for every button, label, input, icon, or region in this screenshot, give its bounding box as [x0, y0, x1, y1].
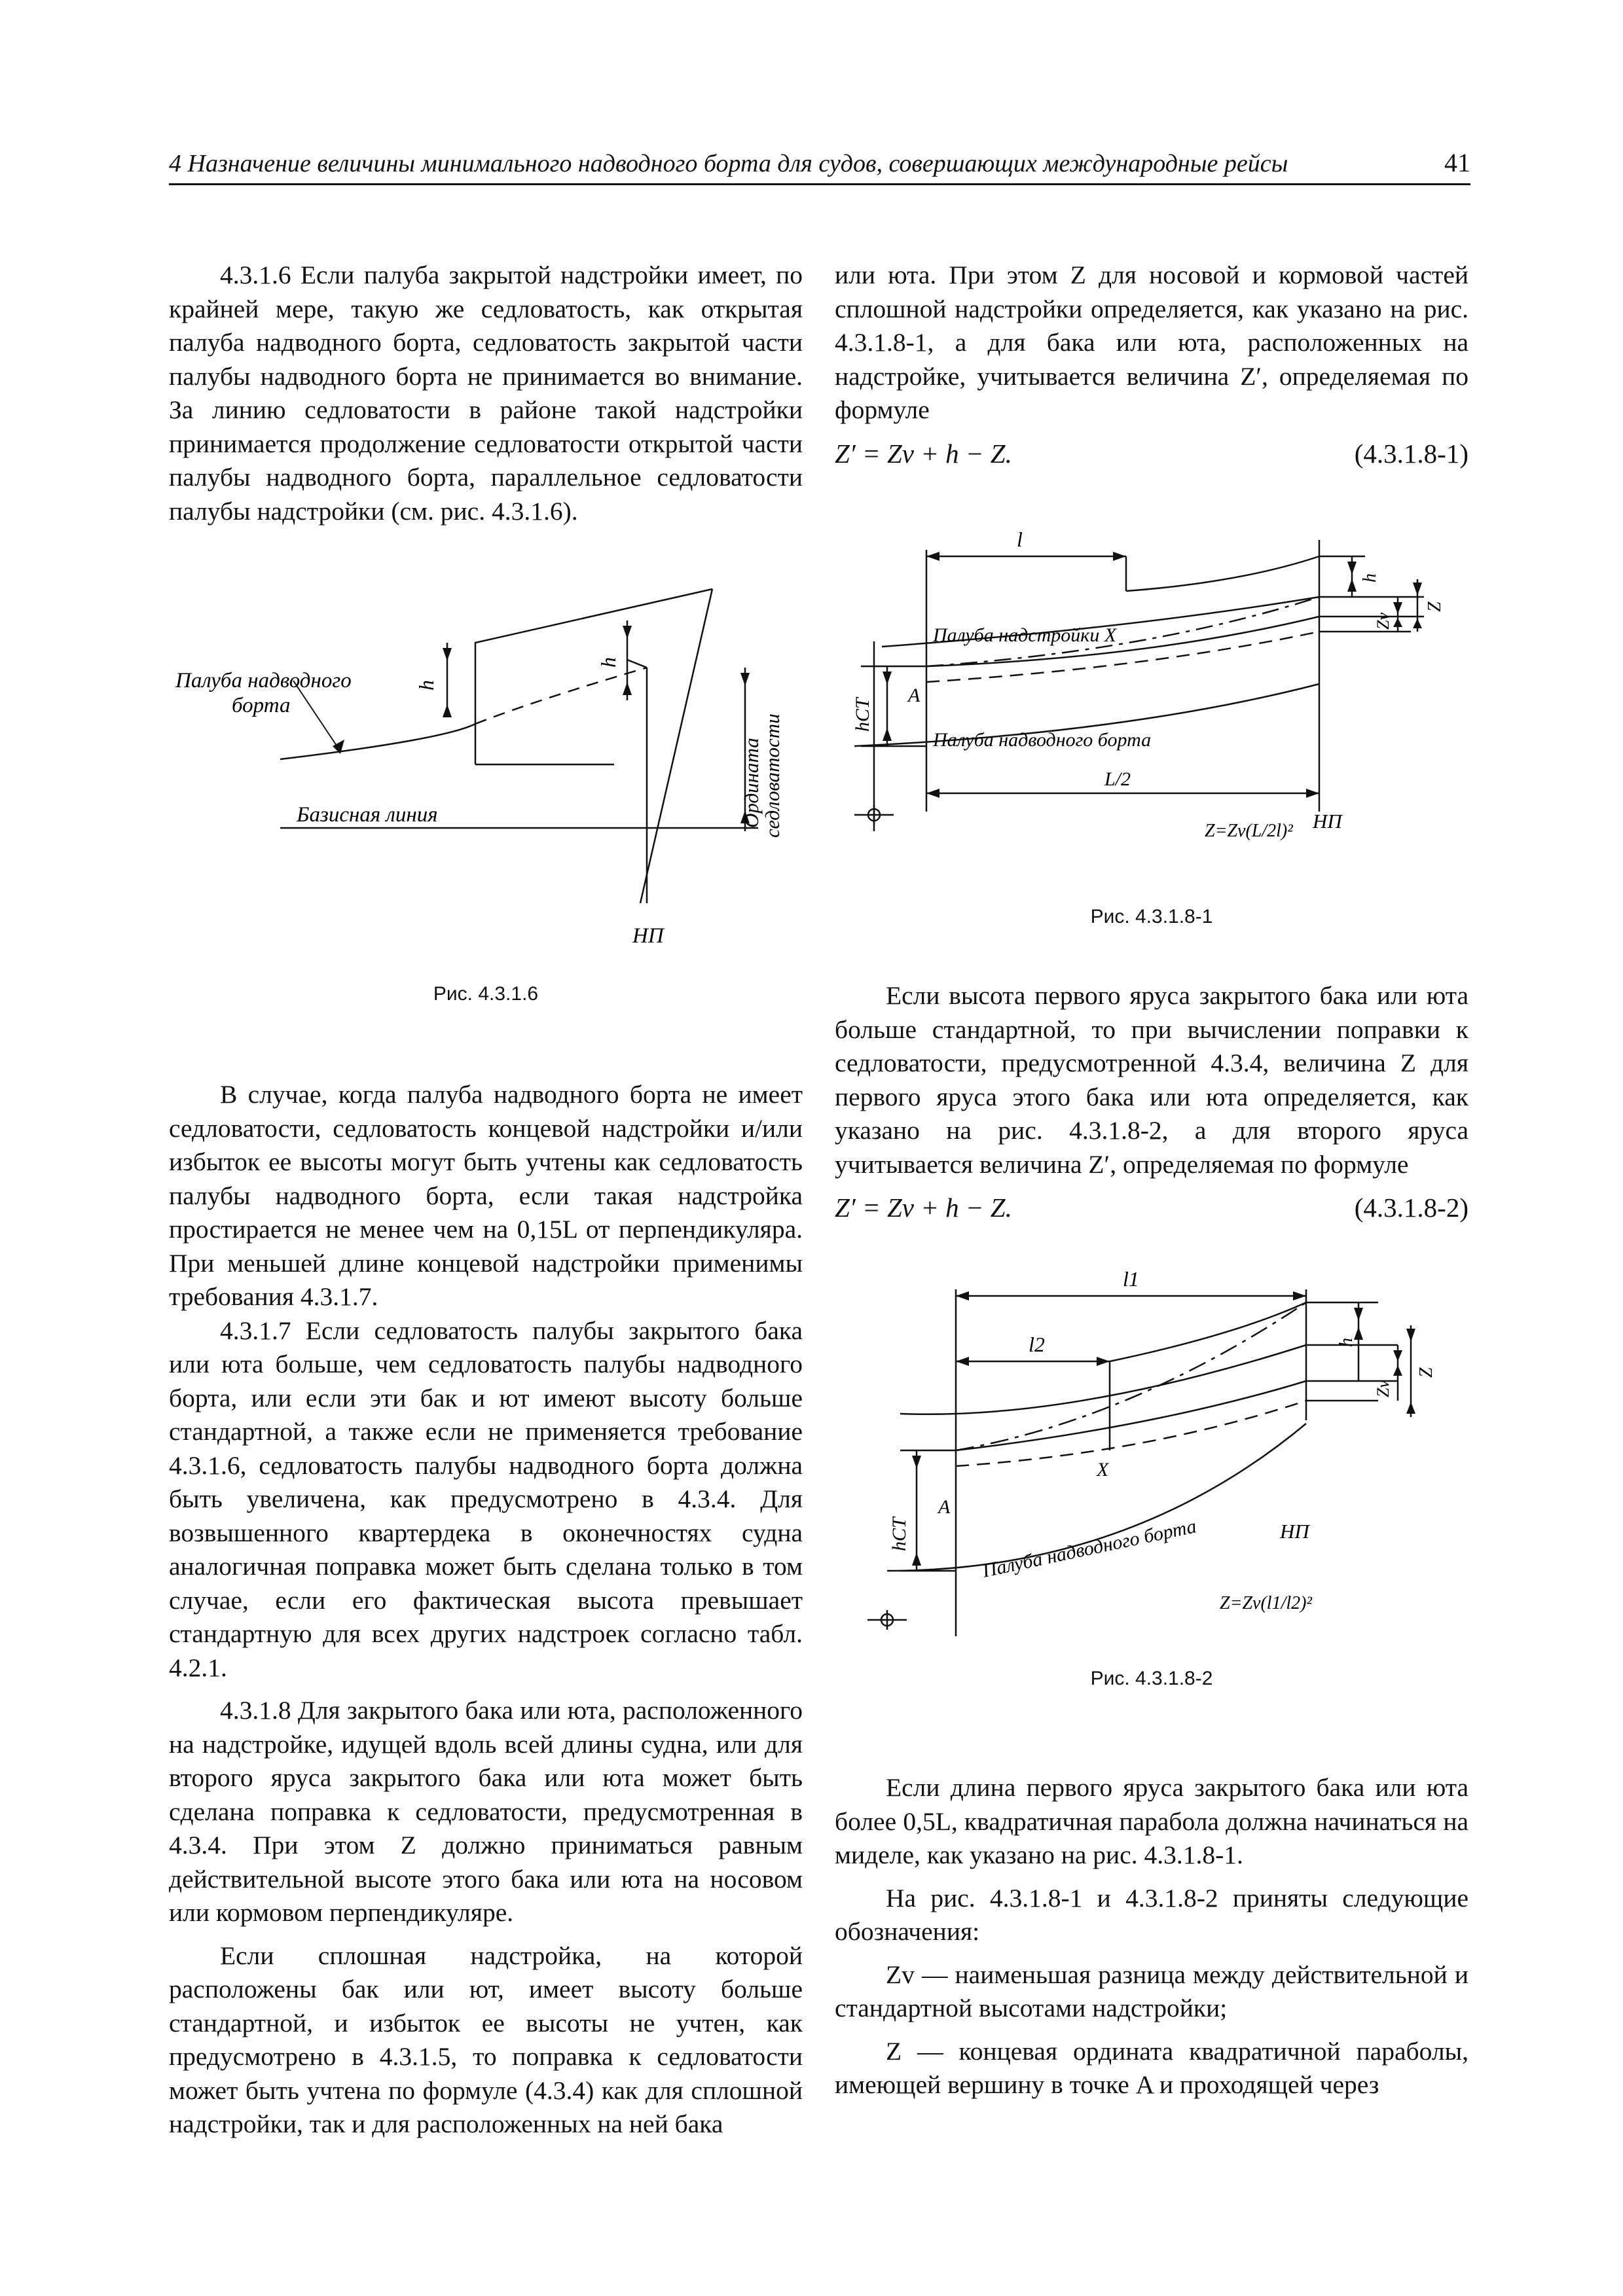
fig3-label-np: НП	[1280, 1520, 1309, 1543]
paragraph-continuous-superstructure: Если сплошная надстройка, на которой расположены бак или ют, имеет высоту больше стандартной, и избыток ее высоты не учтен, как предусмотрено в 4.3.1.5, то поправка к седловатости может быть учтена по формуле (4.3.4) как для сплошной надстройки, так и для расположенных на ней бака	[169, 1941, 803, 2138]
fig2-label-l: l	[1017, 528, 1023, 551]
header-title: 4 Назначение величины минимального надводного борта для судов, совершающих международные рейсы	[169, 150, 1288, 177]
fig3-label-z: Z	[1416, 1367, 1436, 1378]
paragraph-4-3-1-8: 4.3.1.8 Для закрытого бака или юта, расположенного на надстройке, идущей вдоль всей длины судна, или для второго яруса закрытого бака или юта может быть сделана поправка к седловатости, предусмотренная в 4.3.4. При этом Z должно приниматься равным действительной высоте этого бака или юта на носовом или кормовом перпендикуляре.	[169, 1696, 803, 1927]
formula-1-number: (4.3.1.8-1)	[1354, 438, 1468, 469]
fig3-formula: Z=Zv(l1/l2)²	[1220, 1593, 1312, 1613]
fig2-label-h: h	[1360, 573, 1380, 583]
fig3-label-l2: l2	[1029, 1333, 1045, 1356]
fig2-label-z: Z	[1425, 601, 1445, 612]
right-column-middle	[835, 979, 1468, 1225]
fig1-label-base: Базисная линия	[297, 803, 438, 827]
fig1-label-ordinate1: Ордината	[740, 738, 763, 828]
fig3-label-h: h	[1336, 1338, 1357, 1347]
caption-fig-4-3-1-8-1: Рис. 4.3.1.8-1	[1090, 906, 1213, 927]
fig3-label-a: A	[938, 1496, 951, 1518]
paragraph-notation-z: Z — концевая ордината квадратичной параболы, имеющей вершину в точке A и проходящей через	[835, 2036, 1468, 2099]
paragraph-parabola-start: Если длина первого яруса закрытого бака или юта более 0,5L, квадратичная парабола должна начинаться на миделе, как указано на рис. 4.3.1.8-1.	[835, 1773, 1468, 1869]
fig3-label-deck: Палуба надводного борта	[980, 1515, 1199, 1582]
caption-fig-4-3-1-8-2: Рис. 4.3.1.8-2	[1090, 1668, 1213, 1689]
fig2-label-zv: Zv	[1374, 613, 1393, 630]
fig2-label-np: НП	[1313, 810, 1342, 833]
figure-4-3-1-8-2	[835, 1263, 1476, 1656]
caption-fig-4-3-1-6: Рис. 4.3.1.6	[433, 983, 539, 1005]
left-column-top	[169, 259, 803, 528]
fig2-formula: Z=Zv(L/2l)²	[1205, 821, 1293, 841]
fig1-label-deck: Палуба надводного	[175, 669, 352, 692]
formula-2-expression: Z′ = Zv + h − Z.	[835, 1193, 1012, 1223]
figure-4-3-1-8-1	[835, 524, 1476, 890]
formula-4-3-1-8-1	[835, 437, 1468, 471]
right-column-top	[835, 259, 1468, 471]
page-number: 41	[1444, 148, 1470, 177]
fig1-label-deck2: борта	[232, 694, 291, 717]
formula-1-expression: Z′ = Zv + h − Z.	[835, 438, 1012, 469]
paragraph-4-3-1-7: 4.3.1.7 Если седловатость палубы закрытого бака или юта больше, чем седловатость палубы надводного борта, или если эти бак и ют имеют высоту больше стандартной, а также если не применяется требование 4.3.1.6, седловатость палубы надводного борта должна быть увеличена, как предусмотрено в 4.3.4. Для возвышенного квартердека в оконечностях судна аналогичная поправка может быть сделана только в том случае, если его фактическая высота превышает стандартную для всех других надстроек согласно табл. 4.2.1.	[169, 1316, 803, 1682]
fig1-label-np: НП	[632, 924, 664, 948]
fig2-label-super: Палуба надстройки X	[933, 624, 1117, 646]
figure-4-3-1-6	[169, 569, 811, 962]
left-column-bottom	[169, 1078, 803, 2142]
fig1-label-h2: h	[596, 657, 620, 668]
fig3-label-x: X	[1097, 1459, 1109, 1480]
fig2-label-hct: hCT	[852, 698, 873, 732]
formula-2-number: (4.3.1.8-2)	[1354, 1193, 1468, 1223]
fig2-label-l2: L/2	[1104, 768, 1131, 790]
fig1-label-h1: h	[414, 680, 438, 691]
formula-4-3-1-8-2	[835, 1191, 1468, 1225]
paragraph-notation-intro: На рис. 4.3.1.8-1 и 4.3.1.8-2 приняты следующие обозначения:	[835, 1883, 1468, 1946]
paragraph-right-cont: или юта. При этом Z для носовой и кормовой частей сплошной надстройки определяется, как указано на рис. 4.3.1.8-1, а для бака или юта, расположенных на надстройке, учитывается величина Z′, определяемая по формуле	[835, 260, 1468, 424]
paragraph-first-tier: Если высота первого яруса закрытого бака или юта больше стандартной, то при вычислении поправки к седловатости, предусмотренной 4.3.4, величина Z для первого яруса этого бака или юта определяется, как указано на рис. 4.3.1.8-2, а для второго яруса учитывается величина Z′, определяемая по формуле	[835, 981, 1468, 1179]
fig2-label-deck: Палуба надводного борта	[933, 729, 1152, 751]
paragraph-notation-zv: Zv — наименьшая разница между действительной и стандартной высотами надстройки;	[835, 1960, 1468, 2022]
fig2-label-a: A	[908, 685, 921, 706]
fig3-label-hct: hCT	[888, 1517, 910, 1551]
paragraph-no-sheer: В случае, когда палуба надводного борта не имеет седловатости, седловатость концевой надстройки и/или избыток ее высоты могут быть учтены как седловатость палубы надводного борта, если такая надстройка простирается не менее чем на 0,15L от перпендикуляра. При меньшей длине концевой надстройки применимы требования 4.3.1.7.	[169, 1080, 803, 1311]
paragraph-4-3-1-6: 4.3.1.6 Если палуба закрытой надстройки имеет, по крайней мере, такую же седловатость, как открытая палуба надводного борта, седловатость закрытой части палубы надводного борта не принимается во внимание. За линию седловатости в районе такой надстройки принимается продолжение седловатости открытой части палубы надводного борта, параллельное седловатости палубы надстройки (см. рис. 4.3.1.6).	[169, 260, 803, 526]
fig3-label-zv: Zv	[1374, 1380, 1393, 1397]
fig3-label-l1: l1	[1123, 1267, 1139, 1291]
running-header	[169, 145, 1470, 185]
right-column-bottom	[835, 1771, 1468, 2102]
fig1-label-ordinate2: седловатости	[761, 713, 784, 838]
